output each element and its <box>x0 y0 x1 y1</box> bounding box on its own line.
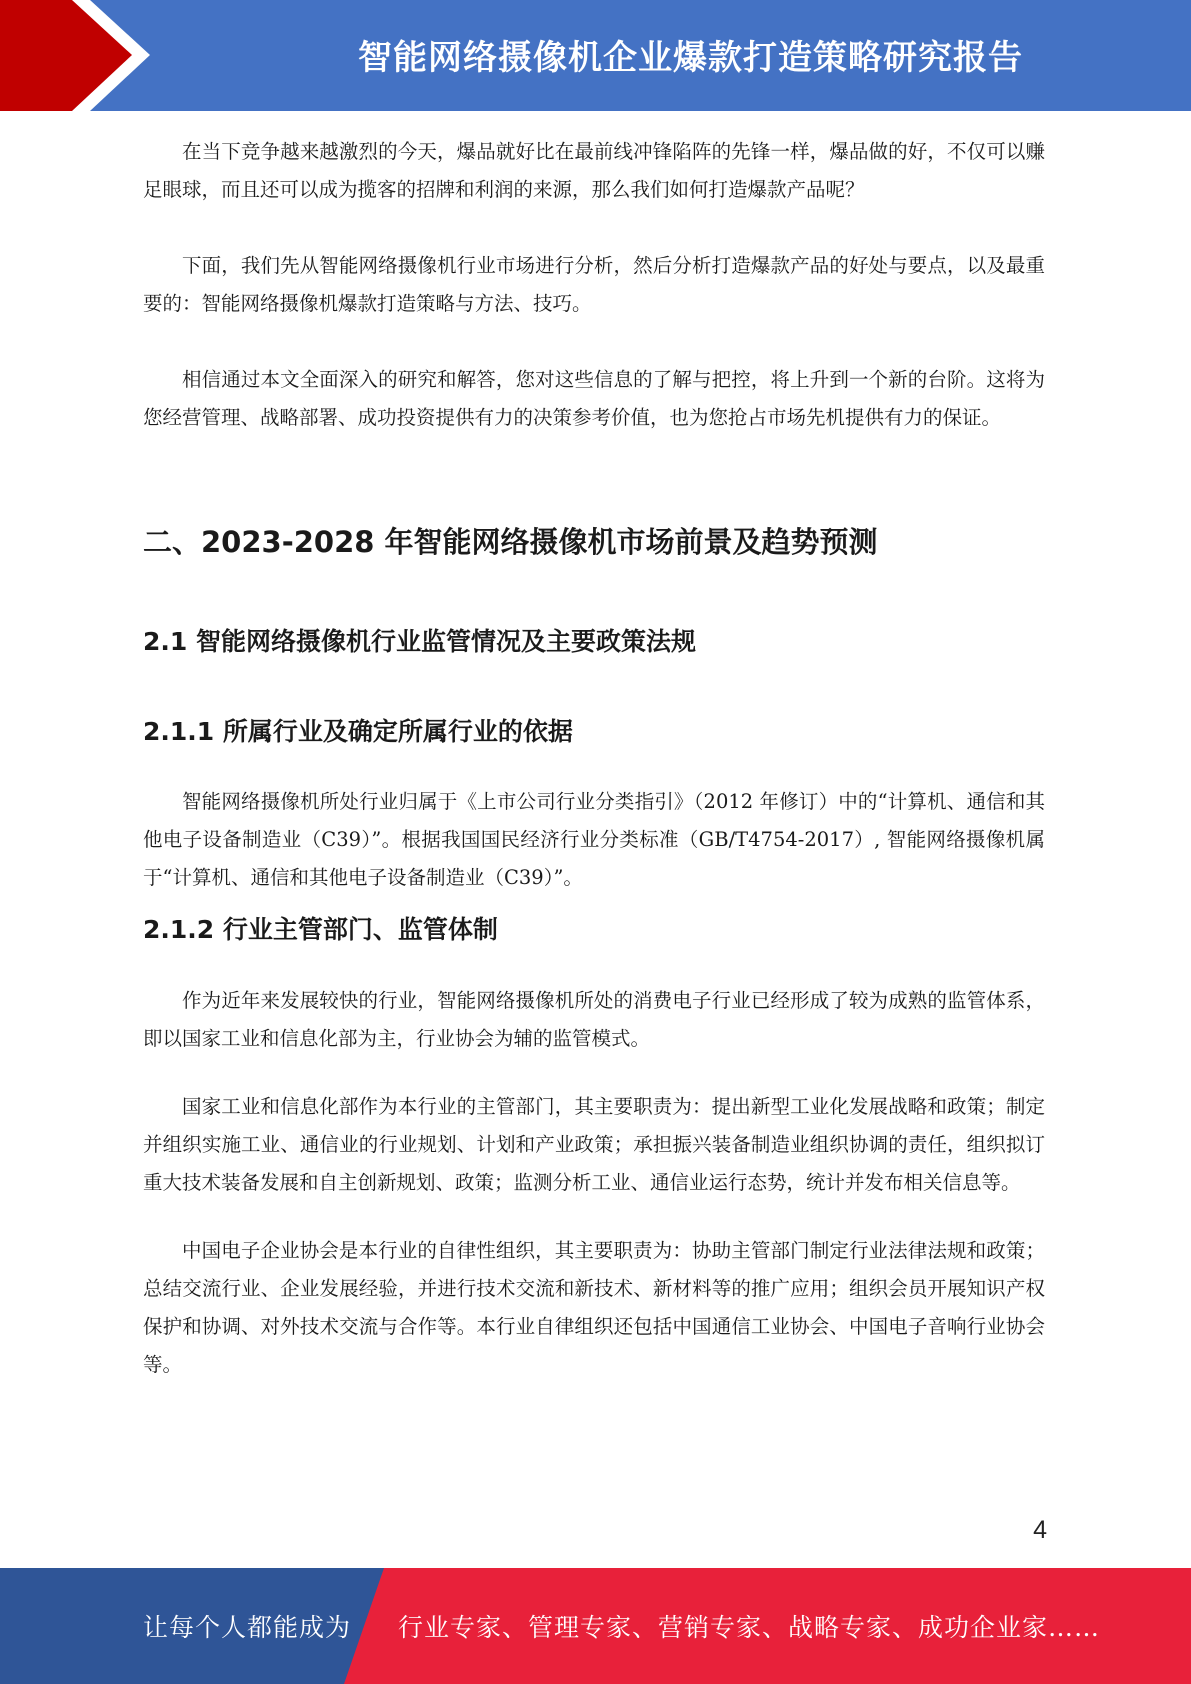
main-content <box>143 133 1045 1384</box>
footer-slogan-right: 行业专家、管理专家、营销专家、战略专家、成功企业家…… <box>398 1613 1101 1642</box>
page-footer <box>0 1568 1191 1684</box>
intro-paragraph: 相信通过本文全面深入的研究和解答，您对这些信息的了解与把控，将上升到一个新的台阶。这将为您经营管理、战略部署、成功投资提供有力的决策参考价值，也为您抢占市场先机提供有力的保证。 <box>143 368 1045 429</box>
body-paragraph: 作为近年来发展较快的行业，智能网络摄像机所处的消费电子行业已经形成了较为成熟的监管体系，即以国家工业和信息化部为主，行业协会为辅的监管模式。 <box>143 989 1045 1050</box>
page-number: 4 <box>1033 1516 1047 1544</box>
section-heading: 二、2023-2028 年智能网络摄像机市场前景及趋势预测 <box>143 525 878 559</box>
subsection-heading: 2.1 智能网络摄像机行业监管情况及主要政策法规 <box>143 627 696 656</box>
footer-slogan-left: 让每个人都能成为 <box>143 1613 352 1642</box>
intro-paragraph: 下面，我们先从智能网络摄像机行业市场进行分析，然后分析打造爆款产品的好处与要点，以及最重要的：智能网络摄像机爆款打造策略与方法、技巧。 <box>143 254 1045 315</box>
body-paragraph: 智能网络摄像机所处行业归属于《上市公司行业分类指引》（2012 年修订）中的“计算机、通信和其他电子设备制造业（C39）”。根据我国国民经济行业分类标准（GB/T4754-2017）, 智能网络摄像机属于“计算机、通信和其他电子设备制造业（C39）”。 <box>143 790 1045 889</box>
intro-paragraph: 在当下竞争越来越激烈的今天，爆品就好比在最前线冲锋陷阵的先锋一样，爆品做的好，不仅可以赚足眼球，而且还可以成为揽客的招牌和利润的来源，那么我们如何打造爆款产品呢？ <box>143 140 1045 201</box>
subsubsection-heading: 2.1.2 行业主管部门、监管体制 <box>143 915 498 944</box>
page-header <box>0 0 1191 111</box>
body-paragraph: 国家工业和信息化部作为本行业的主管部门，其主要职责为：提出新型工业化发展战略和政策；制定并组织实施工业、通信业的行业规划、计划和产业政策；承担振兴装备制造业组织协调的责任，组织拟订重大技术装备发展和自主创新规划、政策；监测分析工业、通信业运行态势，统计并发布相关信息等。 <box>143 1095 1045 1194</box>
subsubsection-heading: 2.1.1 所属行业及确定所属行业的依据 <box>143 717 573 746</box>
report-title: 智能网络摄像机企业爆款打造策略研究报告 <box>358 37 1023 78</box>
body-paragraph: 中国电子企业协会是本行业的自律性组织，其主要职责为：协助主管部门制定行业法律法规和政策；总结交流行业、企业发展经验，并进行技术交流和新技术、新材料等的推广应用；组织会员开展知识产权保护和协调、对外技术交流与合作等。本行业自律组织还包括中国通信工业协会、中国电子音响行业协会等。 <box>143 1239 1045 1376</box>
